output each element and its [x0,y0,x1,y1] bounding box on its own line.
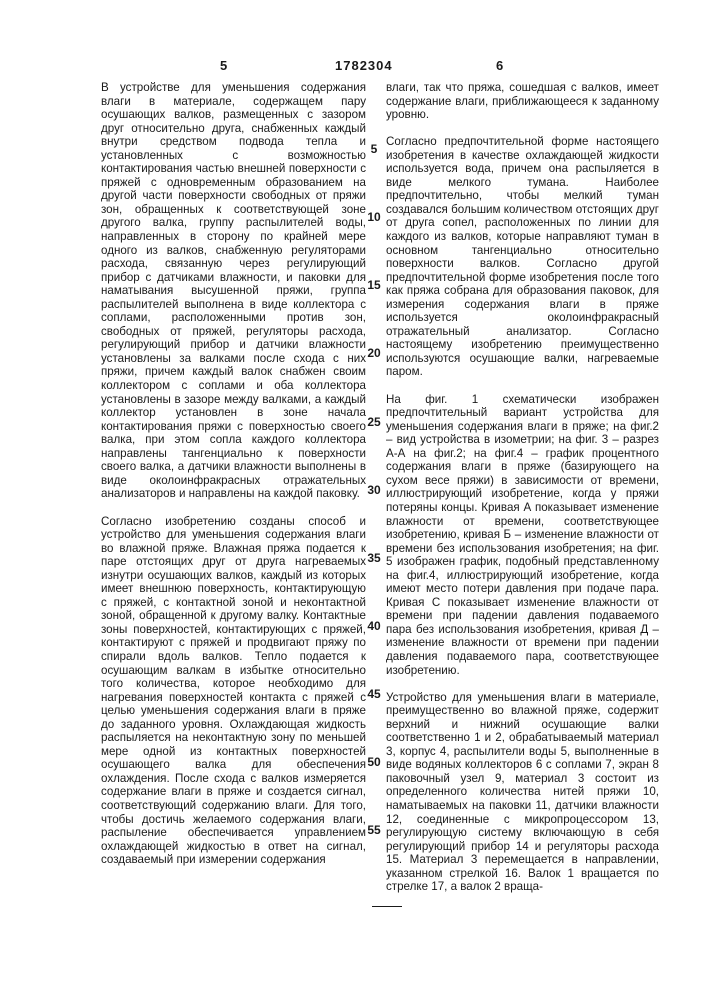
right-paragraph-3: На фиг. 1 схематически изображен предпочтительный вариант устройства для уменьшения содержания влаги в пряже; на фиг.2 – вид устройства в изометрии; на фиг. 3 – разрез А-А на фиг.2; на фиг.4 – график процентного содержания влаги в пряже (базирующего на сухом весе пряжи) в зависимости от времени, иллюстрирующий изобретение, когда у пряжи потеряны концы. Кривая А показывает изменение влажности от времени, соответствующее изобретению, кривая Б – изменение влажности от времени без использования изобретения; на фиг. 5 изображен график, подобный представленному на фиг.4, иллюстрирующий изобретение, когда имеют место потери давления при подаче пара. Кривая С показывает изменение влажности от времени при падении давления подаваемого пара без использования изобретения, кривая Д – изменение влажности от времени при падении давления подаваемого пара, соответствующее изобретению. [386,393,659,677]
right-column [386,81,659,894]
line-number: 15 [364,278,384,292]
page-number-right: 6 [496,58,503,73]
line-number: 55 [364,823,384,837]
right-paragraph-4: Устройство для уменьшения влаги в материале, преимущественно во влажной пряже, содержит верхний и нижний осушающие валки соответственно 1 и 2, обрабатываемый материал 3, корпус 4, распылители воды 5, выполненные в виде водяных коллекторов 6 с соплами 7, экран 8 паковочный узел 9, материал 3 состоит из определенного количества нитей пряжи 10, наматываемых на паковки 11, датчики влажности 12, соединенные с микропроцессором 13, регулирующую систему включающую в себя регулирующий прибор 14 и регуляторы расхода 15. Материал 3 перемещается в направлении, указанном стрелкой 16. Валок 1 вращается по стрелке 17, а валок 2 враща- [386,691,659,894]
line-number: 50 [364,755,384,769]
left-paragraph-2: Согласно изобретению созданы способ и устройство для уменьшения содержания влаги во влажной пряже. Влажная пряжа подается к паре отстоящих друг от друга нагреваемых изнутри осушающих валков, каждый из которых имеет внешнюю поверхность, контактирующую с пряжей, с контактной зоной и неконтактной зоной, обращенной к другому валку. Контактные зоны поверхностей, контактирующих с пряжей, контактируют с пряжей и продвигают пряжу по спирали вдоль валков. Тепло подается к осушающим валкам в избытке относительно того количества, которое необходимо для нагревания поверхностей контакта с пряжей с целью уменьшения содержания влаги в пряже до заданного уровня. Охлаждающая жидкость распыляется на неконтактную зону по меньшей мере одной из контактных поверхностей осушающего валка для обеспечения охлаждения. После схода с валков измеряется содержание влаги в пряже и создается сигнал, соответствующий содержанию влаги. Для того, чтобы достичь желаемого содержания влаги, распыление обеспечивается управлением охлаждающей жидкостью в ответ на сигнал, создаваемый при измерении содержания [101,515,366,867]
line-number: 30 [364,483,384,497]
left-column [101,81,366,867]
line-number: 35 [364,551,384,565]
page-number-left: 5 [220,58,227,73]
line-number: 20 [364,346,384,360]
patent-number: 1782304 [335,58,393,73]
line-number: 10 [364,210,384,224]
left-paragraph-1: В устройстве для уменьшения содержания влаги в материале, содержащем пару осушающих валков, размещенных с зазором друг относительно друга, снабженных каждый внутри средством подвода тепла и установленных с возможностью контактирования частью внешней поверхности с пряжей с одновременным образованием на другой части поверхности свободных от пряжи зон, обращенных к соответствующей зоне другого валка, группу распылителей воды, направленных в сторону по крайней мере одного из валков, снабженную регуляторами расхода, связанную через регулирующий прибор с датчиками влажности, и паковки для наматывания высушенной пряжи, группа распылителей выполнена в виде коллектора с соплами, расположенными против зон, свободных от пряжей, регуляторы расхода, регулирующий прибор и датчики влажности установлены за валками после схода с них пряжи, причем каждый валок снабжен своим коллектором с соплами и оба коллектора установлены в зазоре между валками, а каждый коллектор установлен в зоне начала контактирования пряжи с поверхностью своего валка, при этом сопла каждого коллектора направлены тангенциально к поверхности своего валка, а датчики влажности выполнены в виде околоинфракрасных отражательных анализаторов и направлены на каждой паковку. [101,81,366,501]
separator-rule [372,906,402,907]
right-paragraph-2: Согласно предпочтительной форме настоящего изобретения в качестве охлаждающей жидкости используется вода, причем она распыляется в виде мелкого тумана. Наиболее предпочтительно, чтобы мелкий туман создавался большим количеством отстоящих друг от друга сопел, расположенных по линии для каждого из валков, которые направляют туман в основном тангенциально относительно поверхности валков. Согласно другой предпочтительной форме изобретения после того как пряжа собрана для образования паковок, для измерения содержания влаги в пряже используется околоинфракрасный отражательный анализатор. Согласно настоящему изобретению преимущественно используются осушающие валки, нагреваемые паром. [386,135,659,379]
right-paragraph-1: влаги, так что пряжа, сошедшая с валков, имеет содержание влаги, приближающееся к заданному уровню. [386,81,659,122]
line-number: 45 [364,687,384,701]
line-number: 25 [364,415,384,429]
line-number: 5 [364,142,384,156]
line-number: 40 [364,619,384,633]
